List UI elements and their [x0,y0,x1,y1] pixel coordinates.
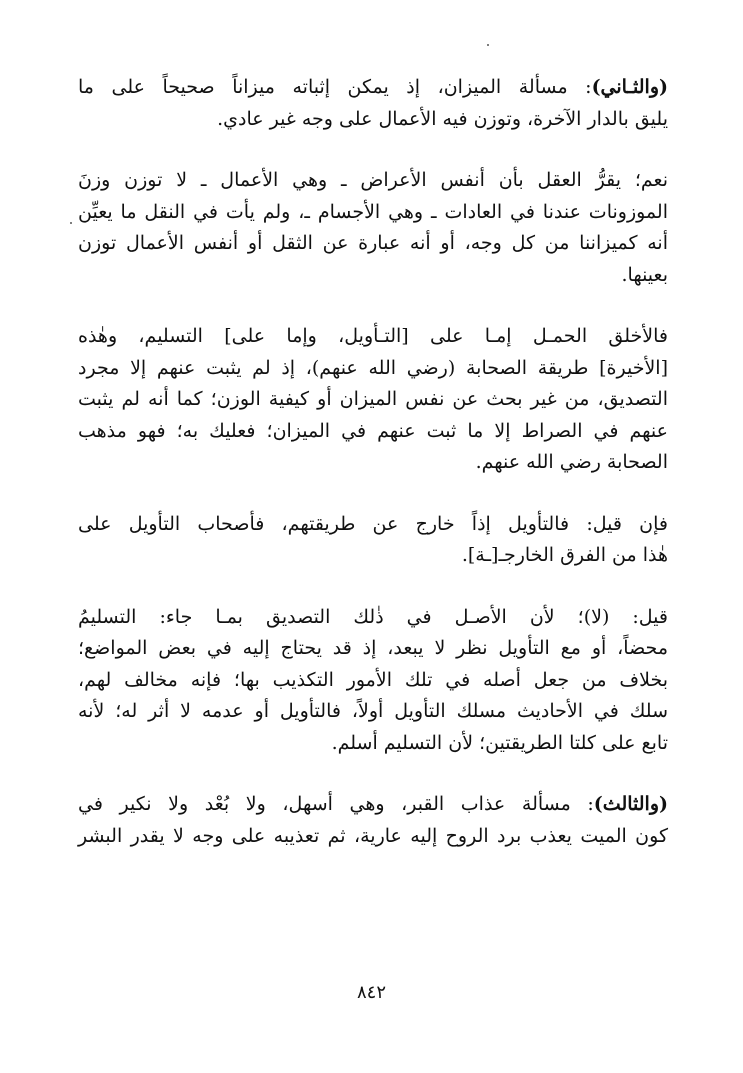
paragraph-second-issue [78,72,668,135]
text-line: [الأخيرة] طريقة الصحابة (رضي الله عنهم)، إذ لم يثبت عنهم إلا مجرد [78,356,668,379]
text-line: محضاً، أو مع التأويل نظر لا يبعد، إذ قد يحتاج إليه في بعض المواضع؛ [78,637,668,659]
text-line [78,789,668,821]
text-line: نعم؛ يقرُّ العقل بأن أنفس الأعراض ـ وهي الأعمال ـ لا توزن وزنَ [78,169,668,191]
scan-speck [70,222,72,224]
text-line: تابع على كلتا الطريقتين؛ لأن التسليم أسلم. [331,731,668,754]
paragraph-preference [78,321,668,479]
paragraph-third-issue [78,789,668,852]
text-line: قيل: (لا)؛ لأن الأصـل في ذٰلك التصديق بمـا جاء: التسليمُ [78,605,668,628]
text-run: : مسألة الميزان، إذ يمكن إثباته ميزاناً صحيحاً على ما [78,76,592,98]
text-line: يليق بالدار الآخرة، وتوزن فيه الأعمال على وجه غير عادي. [217,107,668,130]
paragraph-reply [78,602,668,760]
section-lead: (والثـاني) [591,76,668,98]
text-line: كون الميت يعذب برد الروح إليه عارية، ثم تعذيبه على وجه لا يقدر البشر [78,824,668,847]
text-line: فإن قيل: فالتأويل إذاً خارج عن طريقتهم، فأصحاب التأويل على [78,512,668,535]
page-body [78,72,668,882]
text-line: هٰذا من الفرق الخارجـ[ـة]. [461,544,668,566]
paragraph-objection [78,509,668,572]
page-number: ٨٤٢ [356,982,386,1003]
text-line: بخلاف من جعل أصله في تلك الأمور التكذيب بها؛ فإنه مخالف لهم، [78,668,668,691]
text-line [78,72,668,104]
scan-speck [487,44,489,46]
section-lead: (والثالث) [593,793,668,815]
text-line: الموزونات عندنا في العادات ـ وهي الأجسام ـ، ولم يأت في النقل ما يعيِّن [78,200,668,223]
text-line: بعينها. [621,263,668,286]
text-line: التصديق، من غير بحث عن نفس الميزان أو كيفية الوزن؛ كما أنه لم يثبت [78,388,668,410]
text-run: : مسألة عذاب القبر، وهي أسهل، ولا بُعْد ولا نكير في [78,793,594,815]
text-line: أنه كميزاننا من كل وجه، أو أنه عبارة عن الثقل أو أنفس الأعمال توزن [78,232,668,254]
text-line: عنهم في الصراط إلا ما ثبت عنهم في الميزان؛ فعليك به؛ فهو مذهب [78,419,668,442]
paragraph-reason [78,165,668,291]
text-line: الصحابة رضي الله عنهم. [475,451,668,473]
text-line: سلك في الأحاديث مسلك التأويل أولاً، فالتأويل أو عدمه لا أثر له؛ لأنه [78,700,668,722]
text-line: فالأخلق الحمـل إمـا على [التـأويل، وإما على] التسليم، وهٰذه [78,325,668,347]
